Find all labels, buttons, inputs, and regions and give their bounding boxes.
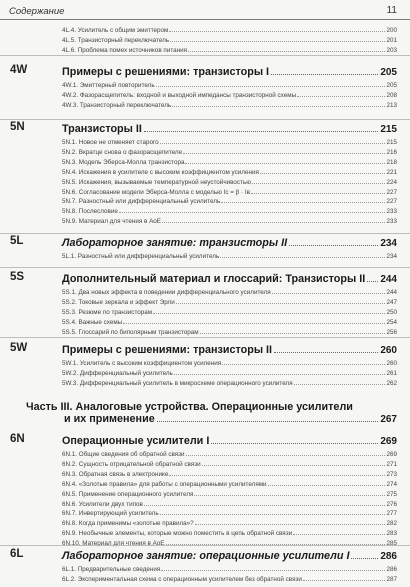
dot-leader	[351, 558, 378, 559]
section-heading[interactable]	[62, 271, 397, 285]
entry-page: 269	[386, 451, 397, 458]
entry-label: 6N.2. Сущность отрицательной обратной связи	[62, 460, 201, 468]
entry-page: 256	[386, 328, 397, 336]
part-page: 267	[380, 414, 397, 425]
section-page: 205	[380, 67, 397, 78]
entry-label: 5N.5. Искажения, вызываемые температурной неустойчивостью	[62, 178, 251, 186]
entry-page: 216	[386, 148, 397, 156]
section-divider	[0, 119, 410, 120]
header-title: Содержание	[9, 6, 65, 17]
entry-label: 6N.10. Материал для чтения в AoE	[62, 540, 165, 548]
dot-leader	[200, 333, 386, 334]
section-heading[interactable]	[62, 548, 397, 562]
section-code: 5S	[10, 271, 25, 283]
section-code: 5W	[10, 342, 28, 354]
entry-page: 250	[386, 308, 397, 316]
entry-label: 5W.3. Дифференциальный усилитель в микросхеме операционного усилителя	[62, 379, 293, 387]
part-title-line1: Часть III. Аналоговые устройства. Операционные усилители	[26, 401, 353, 413]
toc-entry[interactable]	[62, 213, 397, 225]
entry-label: 6N.3. Обратная связь в электронике	[62, 470, 169, 478]
section-divider	[0, 545, 410, 546]
entry-page: 213	[386, 101, 397, 109]
entry-page: 271	[386, 460, 397, 468]
entry-page: 233	[386, 218, 397, 226]
entry-page: 221	[386, 168, 397, 176]
entry-label: 4L.5. Транзисторный переключатель	[62, 36, 170, 44]
entry-page: 282	[386, 520, 397, 528]
entry-label: 4W.2. Фазорасщепитель: входной и выходной импедансы транзисторной схемы	[62, 91, 297, 99]
section-title: Транзисторы II	[62, 123, 142, 135]
page-header	[0, 0, 410, 20]
section-title: Примеры с решениями: транзисторы I	[62, 66, 270, 78]
section-page: 244	[380, 274, 397, 285]
entry-page: 286	[386, 566, 397, 573]
part-title-line2: и их применение	[64, 413, 155, 425]
section-page: 286	[380, 551, 397, 562]
toc-entry[interactable]	[62, 571, 397, 583]
section-code: 5L	[10, 235, 24, 247]
section-heading[interactable]	[62, 235, 397, 249]
dot-leader	[271, 74, 378, 75]
section-title: Операционные усилители I	[62, 435, 210, 447]
entry-page: 227	[386, 188, 397, 196]
dot-leader	[289, 245, 378, 246]
section-title: Дополнительный материал и глоссарий: Транзисторы II	[62, 273, 366, 285]
entry-page: 208	[386, 91, 397, 99]
entry-label: 6N.7. Инвертирующий усилитель	[62, 510, 159, 518]
entry-label: 6N.5. Применение операционного усилителя	[62, 490, 194, 498]
section-page: 234	[380, 238, 397, 249]
entry-label: 5N.8. Послесловие	[62, 208, 118, 216]
entry-label: 6L.1. Предварительные сведения	[62, 566, 161, 573]
entry-label: 5S.5. Глоссарий по биполярным транзисторам	[62, 328, 199, 336]
entry-label: 5L.1. Разностный или дифференциальный усилитель	[62, 253, 220, 260]
entry-page: 273	[386, 470, 397, 478]
entry-page: 215	[386, 139, 397, 146]
section-heading[interactable]	[62, 433, 397, 447]
dot-leader	[220, 257, 385, 258]
entry-label: 6N.8. Когда применимы «золотые правила»?	[62, 520, 194, 528]
section-divider	[0, 267, 410, 268]
entry-label: 5N.2. Вкратце снова о фазорасщепителе	[62, 148, 183, 156]
entry-label: 5N.3. Модель Эберса-Молла транзистора	[62, 158, 185, 166]
entry-page: 224	[386, 178, 397, 186]
entry-page: 203	[386, 46, 397, 54]
entry-page: 244	[386, 289, 397, 296]
entry-label: 5N.9. Материал для чтения в AoE	[62, 218, 161, 226]
dot-leader	[294, 384, 386, 385]
dot-leader	[172, 106, 385, 107]
entry-label: 6L.2. Экспериментальная схема с операционным усилителем без обратной связи	[62, 575, 302, 583]
entry-page: 260	[386, 360, 397, 367]
dot-leader	[303, 580, 386, 581]
section-page: 215	[380, 124, 397, 135]
entry-page: 261	[386, 369, 397, 377]
dot-leader	[162, 222, 385, 223]
section-code: 6L	[10, 548, 24, 560]
section-code: 5N	[10, 121, 25, 133]
entry-page: 218	[386, 158, 397, 166]
entry-label: 5W.2. Дифференциальный усилитель	[62, 369, 173, 377]
entry-label: 6N.1. Общие сведения об обратной связи	[62, 451, 185, 458]
toc-entry[interactable]	[62, 375, 397, 387]
entry-page: 205	[386, 82, 397, 89]
section-divider	[0, 337, 410, 338]
part-title-line2-row	[26, 413, 397, 425]
entry-label: 4W.3. Транзисторный переключатель	[62, 101, 172, 109]
toc-entry[interactable]	[62, 324, 397, 336]
entry-page: 285	[386, 540, 397, 548]
entry-label: 4L.6. Проблема помех источников питания	[62, 46, 188, 54]
entry-label: 6N.4. «Золотые правила» для работы с операционными усилителями	[62, 480, 267, 488]
section-code: 4W	[10, 64, 28, 76]
entry-label: 5S.1. Два новых эффекта в поведении дифференциального усилителя	[62, 289, 271, 296]
entry-label: 5S.3. Резюме по транзисторам	[62, 308, 153, 316]
entry-label: 5S.4. Важные схемы	[62, 318, 123, 326]
entry-label: 5N.7. Разностный или дифференциальный усилитель	[62, 198, 221, 206]
section-title: Лабораторное занятие: транзисторы II	[62, 237, 288, 249]
section-page: 269	[380, 436, 397, 447]
entry-label: 6N.9. Необычные элементы, которые можно поместить в цепь обратной связи	[62, 530, 293, 538]
header-rule	[0, 19, 410, 20]
toc-entry[interactable]	[62, 42, 397, 54]
entry-label: 5N.1. Новое не отменяет старого	[62, 139, 159, 146]
entry-page: 276	[386, 500, 397, 508]
entry-page: 262	[386, 379, 397, 387]
dot-leader	[144, 131, 378, 132]
entry-page: 200	[386, 27, 397, 34]
section-title: Примеры с решениями: транзисторы II	[62, 344, 273, 356]
section-divider	[0, 233, 410, 234]
dot-leader	[157, 421, 379, 422]
entry-label: 5W.1. Усилитель с высоким коэффициентом усиления	[62, 360, 222, 367]
entry-page: 277	[386, 510, 397, 518]
section-heading[interactable]	[62, 342, 397, 356]
entry-page: 274	[386, 480, 397, 488]
entry-page: 275	[386, 490, 397, 498]
page-number: 11	[386, 5, 397, 16]
entry-page: 233	[386, 208, 397, 216]
section-title: Лабораторное занятие: операционные усилители I	[62, 550, 350, 562]
entry-label: 5N.4. Искажения в усилителе с высоким коэффициентом усиления	[62, 168, 259, 176]
entry-page: 283	[386, 530, 397, 538]
entry-page: 247	[386, 298, 397, 306]
entry-page: 287	[386, 575, 397, 583]
section-page: 260	[380, 345, 397, 356]
dot-leader	[211, 443, 378, 444]
entry-label: 6N.6. Усилители двух типов	[62, 500, 143, 508]
dot-leader	[274, 352, 378, 353]
entry-label: 4L.4. Усилитель с общим эмиттером	[62, 27, 169, 34]
section-code: 6N	[10, 433, 25, 445]
entry-label: 4W.1. Эмиттерный повторитель	[62, 82, 155, 89]
toc-entry[interactable]	[62, 97, 397, 109]
section-divider	[0, 55, 410, 56]
section-heading[interactable]	[62, 121, 397, 135]
section-heading[interactable]	[62, 64, 397, 78]
entry-page: 227	[386, 198, 397, 206]
dot-leader	[367, 281, 378, 282]
entry-label: 5S.2. Токовые зеркала и эффект Эрли	[62, 298, 175, 306]
dot-leader	[188, 51, 385, 52]
entry-page: 201	[386, 36, 397, 44]
entry-page: 254	[386, 318, 397, 326]
entry-label: 5N.6. Согласование модели Эберса-Молла с моделью Iс = β · Iв	[62, 188, 250, 196]
toc-entry[interactable]	[62, 248, 397, 260]
entry-page: 234	[386, 253, 397, 260]
part-heading[interactable]	[26, 401, 397, 429]
